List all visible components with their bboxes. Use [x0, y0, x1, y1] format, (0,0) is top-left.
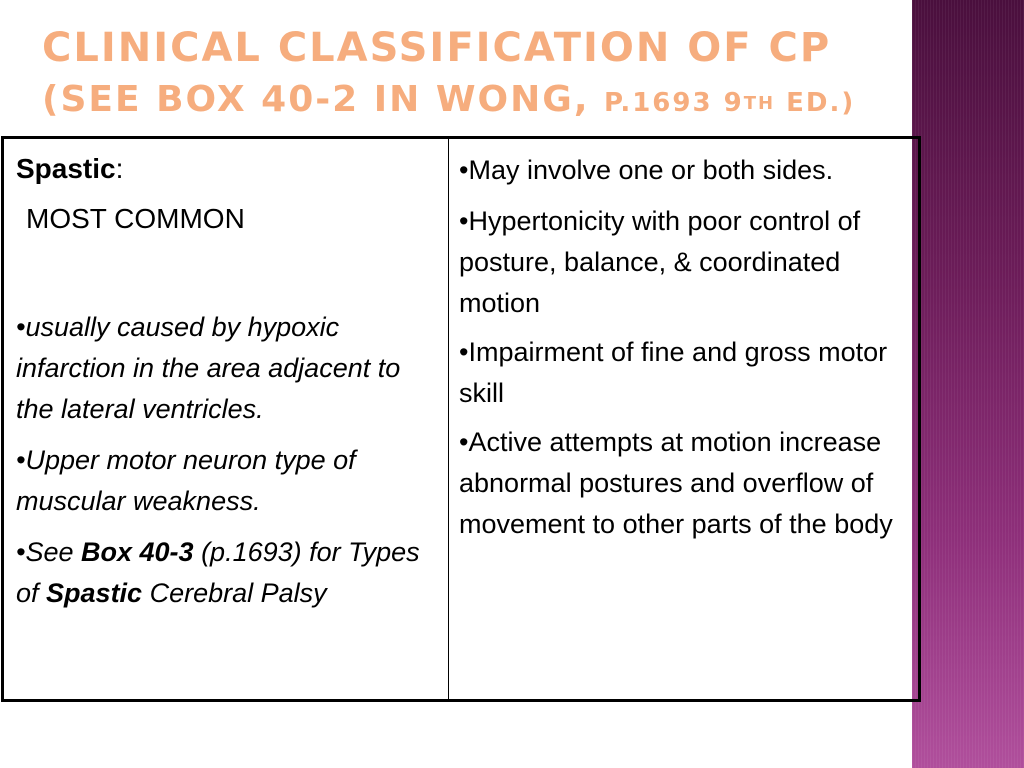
- title-line-2-start: (SEE BOX 40-2 IN WONG,: [42, 79, 605, 120]
- bullet-text-part: See: [25, 537, 81, 567]
- bullet-mark: •: [16, 445, 26, 475]
- list-item: •Active attempts at motion increase abnormal postures and overflow of movement to other parts of the body: [459, 427, 893, 539]
- list-item: •Impairment of fine and gross motor skill: [459, 337, 888, 408]
- list-item: [16, 440, 440, 522]
- list-item: •May involve one or both sides.: [459, 155, 834, 185]
- spastic-heading-colon: :: [115, 153, 124, 184]
- bullet-text-part: (p.1693) for Types of: [16, 537, 420, 608]
- list-item: •Hypertonicity with poor control of posture, balance, & coordinated motion: [459, 206, 861, 318]
- bullet-text: Upper motor neuron type of muscular weakness.: [16, 445, 356, 516]
- slide-title: [42, 22, 902, 129]
- bullet-text-part: Cerebral Palsy: [142, 578, 327, 608]
- spastic-heading: [16, 153, 440, 185]
- spastic-description-cell: [3, 138, 449, 701]
- spastic-heading-label: Spastic: [16, 153, 116, 184]
- list-item: [16, 532, 440, 614]
- spastic-characteristics-cell: [449, 138, 920, 701]
- title-line-2-end: ED.): [775, 88, 856, 118]
- title-superscript: TH: [743, 93, 776, 114]
- most-common-label: MOST COMMON: [26, 203, 245, 234]
- bullet-mark: •: [16, 537, 26, 567]
- title-line-1: CLINICAL CLASSIFICATION OF CP: [42, 25, 832, 71]
- decorative-side-band: [912, 0, 1024, 768]
- classification-table: [1, 136, 921, 702]
- title-page-ref: P.1693 9: [604, 88, 744, 118]
- title-line-2: [42, 74, 902, 129]
- spastic-emphasis: Spastic: [46, 578, 143, 608]
- list-item: [16, 307, 440, 430]
- box-reference: Box 40-3: [81, 537, 194, 567]
- bullet-mark: •: [16, 312, 26, 342]
- table-row: [3, 138, 920, 701]
- bullet-text: usually caused by hypoxic infarction in the area adjacent to the lateral ventricles.: [16, 312, 401, 424]
- spastic-cause-list: [16, 307, 440, 614]
